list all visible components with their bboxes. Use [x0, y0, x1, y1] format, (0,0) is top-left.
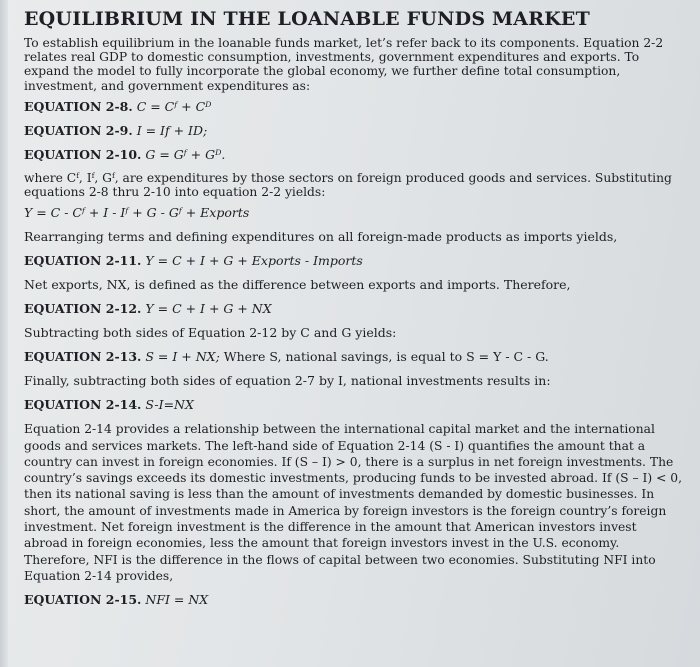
equation-label: EQUATION 2-8.: [24, 98, 133, 114]
subtracting-text: Subtracting both sides of Equation 2-12 by C and G yields:: [24, 325, 397, 341]
equation-formula: G = Gᶠ + Gᴰ.: [145, 146, 226, 162]
equation-2-8: [24, 99, 682, 115]
equation-label: EQUATION 2-13.: [24, 349, 142, 365]
equation-note: Where S, national savings, is equal to S = Y - C - G.: [219, 349, 549, 365]
equation-formula: S-I=NX: [145, 397, 194, 413]
equation-2-15: [24, 592, 682, 608]
intro-paragraph: To establish equilibrium in the loanable funds market, let’s refer back to its components. Equation 2-2 relates real GDP to domestic consumption, investments, government expenditures and exports. To expand the model to fully incorporate the global economy, we further define total consumption, investment, and government expenditures as:: [24, 36, 664, 93]
equation-2-9: [24, 123, 682, 139]
page-binding-edge: [0, 0, 8, 667]
equation-2-10: [24, 147, 682, 163]
equation-formula: C = Cᶠ + Cᴰ: [136, 98, 212, 114]
equation-formula: NFI = NX: [145, 592, 209, 608]
equation-formula: I = If + ID;: [136, 122, 208, 138]
equation-2-14: [24, 397, 682, 413]
finally-text: Finally, subtracting both sides of equation 2-7 by I, national investments results in:: [24, 373, 551, 389]
equation-formula: S = I + NX;: [145, 349, 220, 365]
net-exports-text: Net exports, NX, is defined as the difference between exports and imports. Therefore,: [24, 277, 571, 293]
equation-label: EQUATION 2-9.: [24, 122, 133, 138]
equation-label: EQUATION 2-12.: [24, 301, 142, 317]
equation-2-12: [24, 301, 682, 317]
page-title: EQUILIBRIUM IN THE LOANABLE FUNDS MARKET: [24, 8, 590, 30]
equation-formula: Y = C + I + G + Exports - Imports: [145, 253, 363, 269]
equation-2-11: [24, 253, 682, 269]
equation-2-13: [24, 349, 682, 365]
equation-formula: Y = C + I + G + NX: [145, 301, 272, 317]
explanation-paragraph: Equation 2-14 provides a relationship between the international capital market and the international goods and services markets. The left-hand side of Equation 2-14 (S - I) quantifies the amount that a country can invest in foreign economies. If (S – I) > 0, there is a surplus in net foreign investments. The country’s savings exceeds its domestic investments, producing funds to be invested abroad. If (S – I) < 0, then its national saving is less than the amount of investments demanded by domestic businesses. In short, the amount of investments made in America by foreign investors is the foreign country’s foreign investment. Net foreign investment is the difference in the amount that American investors invest abroad in foreign economies, less the amount that foreign investors invest in the U.S. economy. Therefore, NFI is the difference in the flows of capital between two economies. Substituting NFI into Equation 2-14 provides,: [24, 422, 683, 583]
where-paragraph: where Cᶠ, Iᶠ, Gᶠ, are expenditures by those sectors on foreign produced goods and services. Substituting equations 2-8 thru 2-10 into equation 2-2 yields:: [24, 170, 672, 200]
rearranging-text: Rearranging terms and defining expenditures on all foreign-made products as imports yields,: [24, 229, 618, 245]
equation-label: EQUATION 2-11.: [24, 253, 142, 269]
equation-label: EQUATION 2-10.: [24, 146, 142, 162]
equation-label: EQUATION 2-15.: [24, 592, 142, 608]
equation-label: EQUATION 2-14.: [24, 397, 142, 413]
substituted-formula: Y = C - Cᶠ + I - Iᶠ + G - Gᶠ + Exports: [24, 205, 250, 221]
